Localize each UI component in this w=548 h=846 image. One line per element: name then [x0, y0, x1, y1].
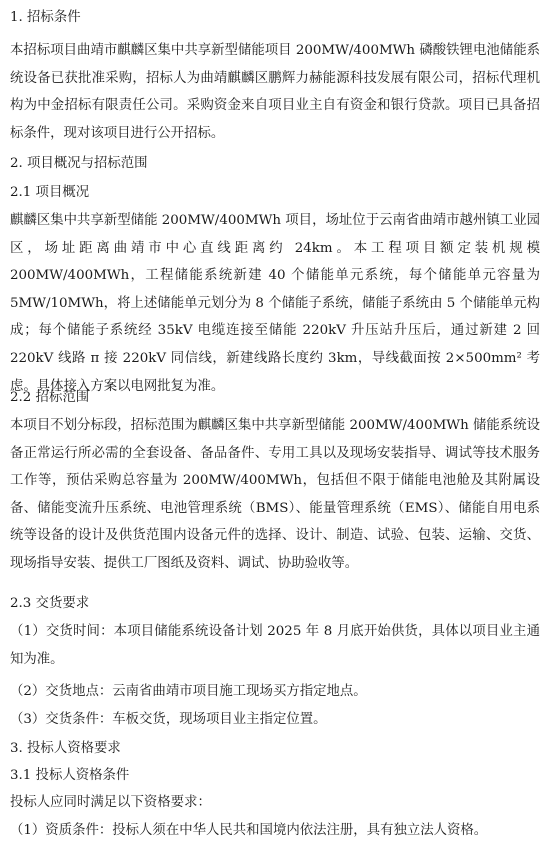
- section-2-1-body: 麒麟区集中共享新型储能 200MW/400MWh 项目，场址位于云南省曲靖市越州镇工业园区，场址距离曲靖市中心直线距离约 24km。本工程项目额定装机规模 200MW/400MWh，工程储能系统新建 40 个储能单元系统，每个储能单元容量为 5MW/10MWh，将上述储能单元划分为 8 个储能子系统，储能子系统由 5 个储能单元构成；每个储能子系统经 35kV 电缆连接至储能 220kV 升压站升压后，通过新建 2 回 220kV 线路 π 接 220kV 同信线，新建线路长度约 3km，导线截面按 2×500mm² 考虑。具体接入方案以电网批复为准。: [10, 213, 540, 394]
- section-2-3-title: 2.3 交货要求: [10, 596, 90, 611]
- section-2-2-title: 2.2 招标范围: [10, 390, 90, 405]
- delivery-item-place: （2）交货地点：云南省曲靖市项目施工现场买方指定地点。: [10, 684, 367, 699]
- delivery-item-condition: （3）交货条件：车板交货，现场项目业主指定位置。: [10, 712, 327, 727]
- section-1-title: 1. 招标条件: [10, 10, 81, 25]
- section-3-1-lead: 投标人应同时满足以下资格要求：: [10, 795, 211, 810]
- qualification-item-1: （1）资质条件：投标人须在中华人民共和国境内依法注册，具有独立法人资格。: [10, 823, 488, 838]
- delivery-item-time: （1）交货时间：本项目储能系统设备计划 2025 年 8 月底开始供货，具体以项目业主通知为准。: [10, 624, 540, 667]
- section-3-title: 3. 投标人资格要求: [10, 741, 121, 756]
- section-2-title: 2. 项目概况与招标范围: [10, 156, 148, 171]
- section-1-body: 本招标项目曲靖市麒麟区集中共享新型储能项目 200MW/400MWh 磷酸铁锂电池储能系统设备已获批准采购，招标人为曲靖麒麟区鹏辉力赫能源科技发展有限公司，招标代理机构为中金招标有限责任公司。采购资金来自项目业主自有资金和银行贷款。项目已具备招标条件，现对该项目进行公开招标。: [10, 43, 540, 141]
- section-2-1-title: 2.1 项目概况: [10, 185, 90, 200]
- section-3-1-title: 3.1 投标人资格条件: [10, 768, 130, 783]
- section-2-2-body: 本项目不划分标段，招标范围为麒麟区集中共享新型储能 200MW/400MWh 储能系统设备正常运行所必需的全套设备、备品备件、专用工具以及现场安装指导、调试等技术服务工作等，预估采购总容量为 200MW/400MWh，包括但不限于储能电池舱及其附属设备、储能变流升压系统、电池管理系统（BMS）、能量管理系统（EMS）、储能自用电系统等设备的设计及供货范围内设备元件的选择、设计、制造、试验、包装、运输、交货、现场指导安装、提供工厂图纸及资料、调试、协助验收等。: [10, 418, 540, 571]
